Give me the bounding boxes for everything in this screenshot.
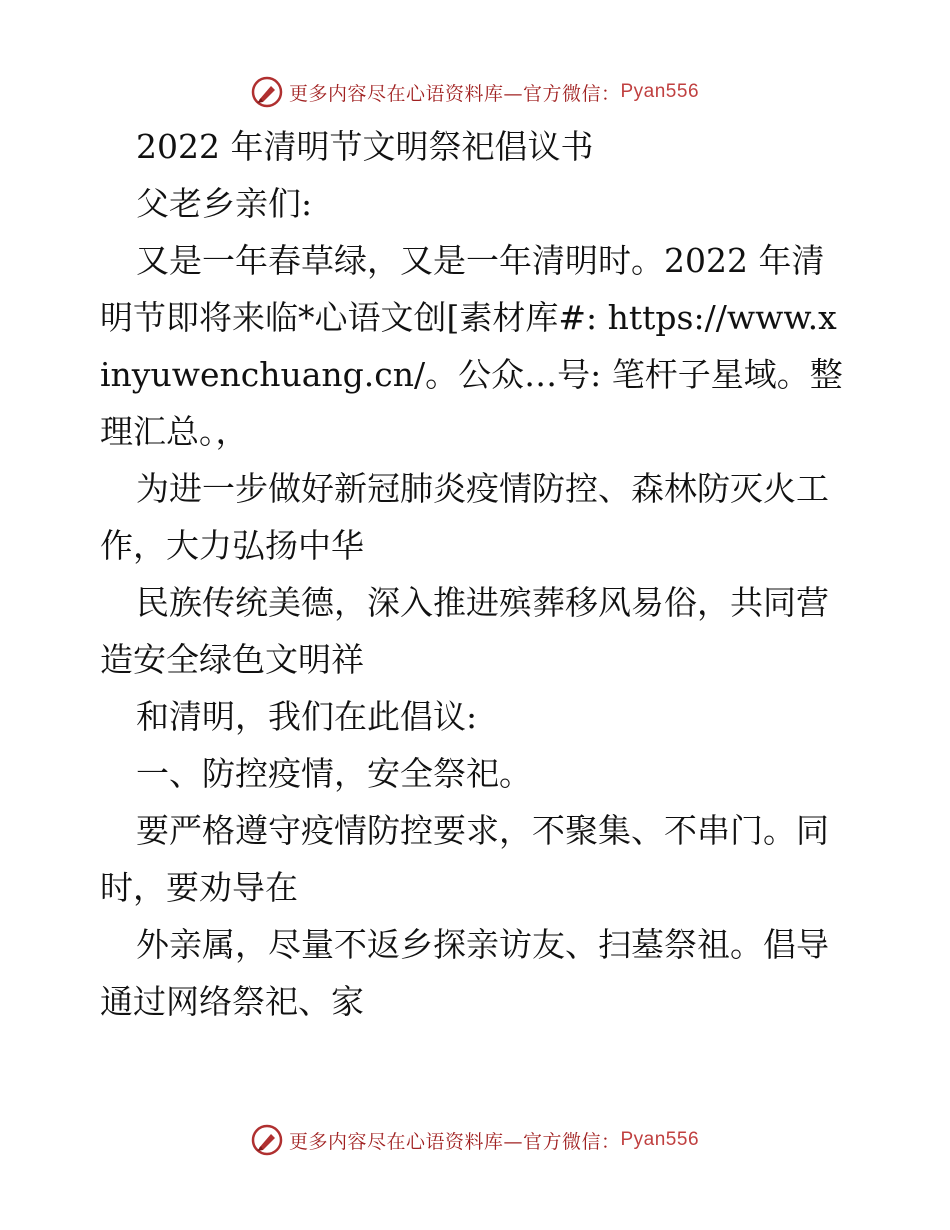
body-line: inyuwenchuang.cn/。公众…号: 笔杆子星域。整 bbox=[100, 355, 843, 394]
section-heading: 一、防控疫情，安全祭祀。 bbox=[136, 754, 532, 793]
body-line: 时，要劝导在 bbox=[100, 868, 298, 907]
pen-logo-icon bbox=[251, 1124, 283, 1156]
body-line: 又是一年春草绿，又是一年清明时。2022 年清 bbox=[136, 241, 825, 280]
salutation: 父老乡亲们: bbox=[136, 184, 313, 223]
body-line: 作，大力弘扬中华 bbox=[100, 526, 364, 565]
body-line: 明节即将来临*心语文创[素材库#: https://www.x bbox=[100, 298, 837, 337]
watermark-text: 更多内容尽在心语资料库—官方微信： bbox=[288, 82, 621, 105]
watermark-wechat-id: Pyan556 bbox=[620, 81, 700, 102]
body-line: 为进一步做好新冠肺炎疫情防控、森林防灭火工 bbox=[136, 469, 829, 508]
body-line: 理汇总。， bbox=[100, 412, 249, 451]
watermark-wechat-id: Pyan556 bbox=[620, 1129, 700, 1150]
pen-logo-icon bbox=[251, 76, 283, 108]
body-line: 通过网络祭祀、家 bbox=[100, 982, 364, 1021]
body-line: 要严格遵守疫情防控要求，不聚集、不串门。同 bbox=[136, 811, 829, 850]
body-line: 和清明，我们在此倡议: bbox=[136, 697, 478, 736]
body-line: 外亲属，尽量不返乡探亲访友、扫墓祭祖。倡导 bbox=[136, 925, 829, 964]
body-line: 造安全绿色文明祥 bbox=[100, 640, 364, 679]
document-body bbox=[100, 118, 852, 1030]
document-title: 2022 年清明节文明祭祀倡议书 bbox=[136, 127, 594, 166]
watermark-text: 更多内容尽在心语资料库—官方微信： bbox=[288, 1130, 621, 1153]
body-line: 民族传统美德，深入推进殡葬移风易俗，共同营 bbox=[136, 583, 829, 622]
watermark-header bbox=[0, 72, 950, 112]
watermark-footer bbox=[0, 1120, 950, 1160]
